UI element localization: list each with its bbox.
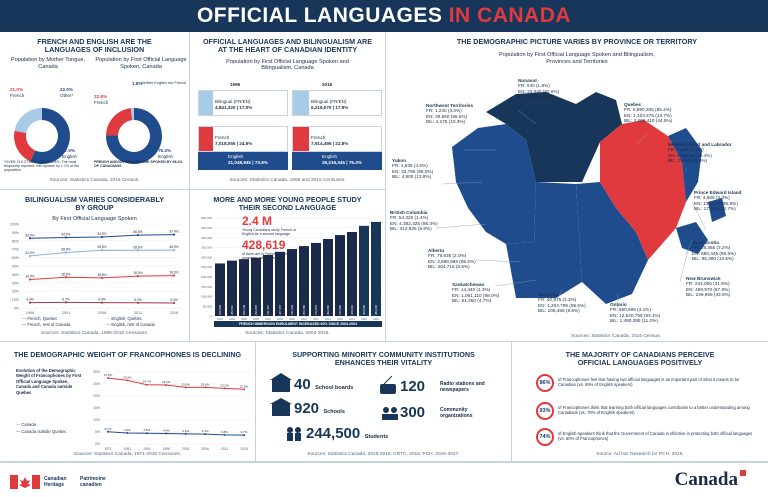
data-point xyxy=(101,277,103,279)
x-tick-label: 2016 xyxy=(169,311,179,315)
data-point xyxy=(173,302,175,304)
perception-text-1: of Francophones feel that having two official languages is an important part of what it means to be Canadian (vs. 65% of English speakers) xyxy=(558,377,740,387)
y-tick-label: 500,000 xyxy=(201,216,212,221)
left-pie-subtitle: Population by Mother Tongue, Canada xyxy=(10,57,86,70)
data-point xyxy=(243,388,245,390)
year-2016: 2016 xyxy=(322,82,333,87)
panel-subtitle: Population by First Official Language Spoken and Bilingualism, Provinces and Territories xyxy=(499,52,655,65)
community-icon xyxy=(382,407,398,420)
left-french-pct: 21.0% xyxy=(10,87,24,92)
y-tick-label: 10% xyxy=(93,418,100,423)
page-title xyxy=(0,0,768,32)
english-1996-box xyxy=(198,152,288,170)
radio-icon xyxy=(380,376,396,394)
data-point xyxy=(146,432,148,434)
panel-bilingualism-identity xyxy=(190,32,386,190)
data-label: 24.7% xyxy=(142,379,152,384)
data-point xyxy=(137,302,139,304)
stat-428619-label: of them are in French immersion programs outside Quebec xyxy=(242,252,294,261)
right-french-pct: 22.8% xyxy=(94,94,108,99)
panel-title: OFFICIAL LANGUAGES AND BILINGUALISM ARE AT THE HEART OF CANADIAN IDENTITY xyxy=(202,37,373,55)
x-tick-label: 2003 xyxy=(217,318,223,321)
bar-value-label: 460,000 xyxy=(362,304,366,315)
pct-circle-1: 86% xyxy=(536,374,554,392)
french-1996-label: French xyxy=(215,135,230,140)
y-tick-label: 70% xyxy=(11,247,19,252)
english-1996-label: English xyxy=(228,154,244,159)
bar-value-label: 372,879 xyxy=(314,304,318,315)
data-label: 26.5% xyxy=(123,375,132,380)
y-tick-label: 450,000 xyxy=(201,226,212,230)
x-tick-label: 2010 xyxy=(301,318,307,321)
title-part-2: IN CANADA xyxy=(448,4,572,27)
data-label: 4.2% xyxy=(182,428,190,433)
students-icon xyxy=(287,427,301,441)
prov-quebec: Quebec FR: 6,890,305 (85.4%) EN: 1,103,475 (13.7%) BIL: 3,586,410 (44.5%) xyxy=(624,102,673,124)
source: Source: Ad hoc Research for PCH, 2016. xyxy=(596,452,684,457)
french-1996-box xyxy=(198,126,288,152)
data-label: 68.8% xyxy=(97,245,107,250)
data-point xyxy=(126,379,128,381)
right-note: FRENCH AND/OR ENGLISH ARE SPOKEN BY 98.2% OF CANADIANS xyxy=(94,160,183,169)
data-point xyxy=(137,275,139,277)
perception-text-2: of Francophones think that learning both official languages contributes to a better understanding among Canadians (vs. 79% of English speakers) xyxy=(558,405,750,415)
y-tick-label: 100,000 xyxy=(201,294,212,299)
bar xyxy=(359,226,369,316)
prov-saskatchewan: Saskatchewan FR: 14,440 (1.3%) EN: 1,061,110 (98.0%) BIL: 51,360 (4.7%) xyxy=(452,282,500,304)
x-tick-label: 2011 xyxy=(220,447,229,451)
y-tick-label: 20% xyxy=(93,394,100,399)
school-icon xyxy=(270,398,292,416)
bilingual-1996-label: Bilingual (FR/EN) xyxy=(215,99,251,104)
data-label: 36.6% xyxy=(61,272,71,277)
data-point xyxy=(65,236,67,238)
pct-circle-3: 74% xyxy=(536,428,554,446)
y-tick-label: 250,000 xyxy=(201,265,212,270)
left-note: *OVER 215 OTHER LANGUAGES. The most frequently reported, with spoken by 1.1% of the population. xyxy=(4,160,80,173)
data-point xyxy=(65,276,67,278)
y-tick-label: 100% xyxy=(9,222,19,227)
data-point xyxy=(65,301,67,303)
data-label: 22.8% xyxy=(239,384,249,389)
panel-title: FRENCH AND ENGLISH ARE THE LANGUAGES OF INCLUSION xyxy=(37,37,152,55)
stat-radio-label: Radio stations and newspapers xyxy=(440,381,485,393)
data-label: 84.5% xyxy=(97,232,107,237)
prov-new-brunswick: New Brunswick FR: 234,055 (31.8%) EN: 499,970 (67.9%) BIL: 249,955 (33.9%) xyxy=(686,276,731,298)
data-point xyxy=(107,431,109,433)
right-neither-label: Neither English nor French xyxy=(141,81,187,85)
x-tick-label: 2001 xyxy=(61,311,71,315)
left-english-label: English xyxy=(62,154,78,159)
prov-nwt: Northwest Territories FR: 1,240 (3.0%) EN: 39,950 (96.5%) BIL: 4,275 (10.3%) xyxy=(426,103,474,125)
data-label: 87.4% xyxy=(169,229,179,234)
source: Sources: Statistics Canada, 1996 and 2016 Censuses. xyxy=(229,178,346,183)
x-tick-label: 2016 xyxy=(240,447,248,451)
immersion-banner: FRENCH IMMERSION ENROLMENT INCREASED 60% SINCE 2003-2004 xyxy=(214,321,382,327)
data-point xyxy=(29,255,31,257)
data-point xyxy=(204,386,206,388)
french-2016-box xyxy=(292,126,382,152)
y-tick-label: 0 xyxy=(210,314,212,319)
data-label: 3.8% xyxy=(221,429,228,434)
stat-2-4m: 2.4 M xyxy=(242,214,273,228)
left-other-label: Other* xyxy=(60,93,74,98)
data-label: 23.2% xyxy=(220,383,229,388)
stat-community: 300 xyxy=(400,404,426,421)
x-tick-label: 2006 xyxy=(201,447,209,451)
data-point xyxy=(107,377,109,379)
legend-en-qc: — English, Quebec xyxy=(106,316,143,321)
data-point xyxy=(173,233,175,235)
bilingualism-line-chart xyxy=(0,215,190,328)
y-tick-label: 30% xyxy=(11,281,19,286)
legend-en-roc: — English, rest of Canada xyxy=(106,322,155,327)
data-point xyxy=(65,251,67,253)
bilingual-1996-value: 4,841,320 | 17.0% xyxy=(215,105,253,110)
x-tick-label: 2001 xyxy=(181,447,190,451)
panel-languages-inclusion xyxy=(0,32,190,190)
bar-value-label: 412,950 xyxy=(338,304,342,315)
y-tick-label: 0% xyxy=(95,442,100,447)
left-other-pct: 22.0% xyxy=(60,87,74,92)
x-tick-label: 2007 xyxy=(265,318,271,321)
x-tick-label: 2013 xyxy=(337,318,343,321)
map-shape-west xyxy=(452,124,536,244)
panel-subtitle: Population by First Official Language Spoken and Bilingualism, Canada xyxy=(226,58,349,72)
pie-slice-french xyxy=(106,108,132,135)
y-tick-label: 400,000 xyxy=(201,235,212,240)
x-tick-label: 1996 xyxy=(162,447,171,451)
stat-school-boards: 40 School boards xyxy=(294,376,354,393)
legend-fr-qc: — French, Quebec xyxy=(22,316,58,321)
canada-flag-icon xyxy=(10,475,40,489)
x-tick-label: 2008 xyxy=(277,318,283,321)
data-point xyxy=(101,236,103,238)
data-point xyxy=(243,434,245,436)
bilingual-2016-label: Bilingual (FR/EN) xyxy=(311,99,347,104)
y-tick-label: 200,000 xyxy=(201,275,212,279)
y-tick-label: 25% xyxy=(93,382,100,387)
x-tick-label: 1981 xyxy=(123,447,132,451)
english-2016-value: 26,216,345 | 75.4% xyxy=(322,160,362,165)
x-tick-label: 2004 xyxy=(229,318,235,321)
data-point xyxy=(224,434,226,436)
legend-canada: — Canada xyxy=(16,422,37,427)
x-tick-label: 2011 xyxy=(313,318,319,321)
bar xyxy=(347,232,357,316)
legend-outside-quebec: — Canada outside Quebec xyxy=(16,429,67,434)
x-tick-label: 2005 xyxy=(241,318,247,321)
panel-bilingualism-group xyxy=(0,190,190,342)
heritage-en: Canadian Heritage xyxy=(44,476,67,488)
data-label: 66.0% xyxy=(61,247,71,252)
data-point xyxy=(137,234,139,236)
bar-value-label: 282,510 xyxy=(230,304,234,315)
bilingual-1996-box xyxy=(198,90,288,116)
panel-title: MORE AND MORE YOUNG PEOPLE STUDY THEIR SECOND LANGUAGE xyxy=(213,195,362,213)
prov-alberta: Alberta FR: 79,835 (2.0%) EN: 3,888,985 (96.6%) BIL: 264,715 (6.6%) xyxy=(428,248,476,270)
source: Sources: Statistics Canada, 2016 Census. xyxy=(571,334,661,339)
y-tick-label: 60% xyxy=(11,256,19,261)
y-tick-label: 30% xyxy=(93,370,100,375)
bar-value-label: 428,619 xyxy=(350,304,354,315)
data-label: 68.6% xyxy=(133,245,143,250)
bar-value-label: 290,149 xyxy=(242,304,246,315)
panel-title: SUPPORTING MINORITY COMMUNITY INSTITUTIONS ENHANCES THEIR VITALITY xyxy=(292,350,475,368)
data-point xyxy=(165,432,167,434)
bar xyxy=(371,222,381,316)
y-tick-label: 0% xyxy=(13,306,19,311)
prov-bc: British Columbia FR: 54,325 (1.4%) EN: 4,382,325 (95.3%) BIL: 314,925 (6.8%) xyxy=(390,210,438,232)
panel-title: THE DEMOGRAPHIC PICTURE VARIES BY PROVINCE OR TERRITORY xyxy=(456,37,698,46)
panel-title: BILINGUALISM VARIES CONSIDERABLY BY GROUP xyxy=(25,195,164,213)
data-label: 86.8% xyxy=(133,230,143,235)
source: Sources: Statistics Canada, 2003-2016. xyxy=(245,331,330,336)
prov-yukon: Yukon FR: 1,635 (4.6%) EN: 33,785 (95.0%) BIL: 4,900 (13.8%) xyxy=(392,158,434,180)
chart-description: Evolution of the Demographic Weight of Francophones by First Official Language Spoken, Canada and Canada outside Quebec xyxy=(16,368,82,395)
data-point xyxy=(173,274,175,276)
data-label: 62.0% xyxy=(25,250,35,255)
x-tick-label: 2012 xyxy=(325,318,331,321)
data-label: 35.8% xyxy=(97,272,107,277)
data-point xyxy=(185,386,187,388)
data-point xyxy=(204,433,206,435)
x-tick-label: 1971 xyxy=(104,447,112,451)
data-label: 6.7% xyxy=(62,297,70,302)
panel-perception xyxy=(512,342,768,462)
page-header xyxy=(0,0,768,32)
y-tick-label: 350,000 xyxy=(201,245,212,250)
legend-fr-roc: — French, rest of Canada xyxy=(22,322,71,327)
pie-slice-other- xyxy=(14,108,42,133)
english-1996-value: 21,048,945 | 73.8% xyxy=(228,160,268,165)
french-2016-value: 7,914,495 | 22.8% xyxy=(311,141,349,146)
data-point xyxy=(29,302,31,304)
x-tick-label: 2016 xyxy=(373,318,379,321)
footer xyxy=(0,462,768,497)
x-tick-label: 1991 xyxy=(143,447,151,451)
prov-nova-scotia: Nova Scotia FR: 29,365 (3.2%) EN: 880,345 (96.5%) BIL: 95,380 (10.5%) xyxy=(692,240,736,262)
stat-radio: 120 xyxy=(400,378,426,395)
panel-institutions xyxy=(256,342,512,462)
canada-wordmark: Canada xyxy=(674,469,738,490)
x-tick-label: 2006 xyxy=(97,311,107,315)
data-label: 4.5% xyxy=(143,428,151,433)
panel-second-language xyxy=(190,190,386,342)
data-label: 5.1% xyxy=(104,426,112,431)
title-part-1: OFFICIAL LANGUAGES xyxy=(196,4,449,27)
x-tick-label: 2009 xyxy=(289,318,295,321)
right-pie-subtitle: Population by First Official Language Spoken, Canada xyxy=(95,57,187,70)
prov-nunavut: Nunavut FR: 630 (1.8%) EN: 33,040 (92.6%) BIL: 1,525 (4.3%) xyxy=(518,78,560,100)
y-tick-label: 40% xyxy=(11,272,19,277)
bar-value-label: 296,805 xyxy=(254,304,258,315)
bar xyxy=(323,239,333,316)
stat-schools: 920 Schools xyxy=(294,400,345,417)
data-label: 34.0% xyxy=(25,274,35,279)
x-tick-label: 2011 xyxy=(133,311,143,315)
y-tick-label: 90% xyxy=(11,230,19,235)
y-tick-label: 5% xyxy=(95,430,100,435)
data-label: 6.2% xyxy=(134,297,142,302)
panel-provinces-map xyxy=(386,32,768,342)
left-english-pct: 57.0% xyxy=(62,148,76,153)
y-tick-label: 50% xyxy=(11,264,19,269)
y-tick-label: 10% xyxy=(11,298,19,303)
data-label: 3.7% xyxy=(240,430,248,435)
y-tick-label: 15% xyxy=(93,406,100,411)
data-label: 6.4% xyxy=(98,297,106,302)
y-tick-label: 50,000 xyxy=(202,304,212,309)
bar-value-label: 327,467 xyxy=(278,304,282,315)
right-english-pct: 75.4% xyxy=(158,148,172,153)
bilingual-2016-value: 6,216,070 | 17.9% xyxy=(311,105,349,110)
french-1996-value: 7,018,055 | 24.6% xyxy=(215,141,253,146)
year-1996: 1996 xyxy=(230,82,241,87)
data-point xyxy=(101,249,103,251)
school-board-icon xyxy=(270,373,292,392)
panel-title: THE MAJORITY OF CANADIANS PERCEIVE OFFICIAL LANGUAGES POSITIVELY xyxy=(565,350,715,368)
data-point xyxy=(29,237,31,239)
source: Sources: Statistics Canada, 1971-2016 Censuses. xyxy=(73,452,182,457)
data-label: 4.1% xyxy=(201,429,209,434)
data-label: 83.0% xyxy=(25,233,35,238)
source: Sources: Statistics Canada, 2016 Census. xyxy=(49,178,140,183)
perception-text-3: of English-speakers think that the Government of Canada is effective in protecting both official languages (vs. 60% of Francophones) xyxy=(558,431,753,441)
bar xyxy=(335,235,345,316)
data-label: 6.4% xyxy=(26,297,34,302)
bar-value-label: 480,000 xyxy=(374,304,378,315)
bar-value-label: 341,694 xyxy=(290,304,294,315)
data-label: 38.6% xyxy=(169,270,179,275)
source: Sources: Statistics Canada, 2015-2016; CRTC, 2018; PCH, 2016-2017. xyxy=(307,452,460,457)
panel-subtitle: By First Official Language Spoken xyxy=(52,215,137,222)
francophone-weight-chart xyxy=(84,366,254,456)
data-point xyxy=(173,249,175,251)
x-tick-label: 2015 xyxy=(361,318,367,321)
english-2016-label: English xyxy=(322,154,338,159)
y-tick-label: 300,000 xyxy=(201,255,212,260)
prov-newfoundland: Newfoundland and Labrador FR: 2,425 (0.5%) EN: 512,525 (99.4%) BIL: 25,940 (5.0%) xyxy=(668,142,732,164)
stat-students: 244,500 Students xyxy=(306,425,389,442)
stat-428619: 428,619 xyxy=(242,238,286,252)
heritage-fr: Patrimoine canadien xyxy=(80,476,106,488)
stat-community-label: Community organizations xyxy=(440,407,473,419)
prov-pei: Prince Edward Island FR: 4,665 (3.3%) EN: 135,130 (95.8%) BIL: 17,840 (12.7%) xyxy=(694,190,742,212)
data-label: 23.6% xyxy=(181,382,190,387)
data-label: 4.4% xyxy=(162,428,170,433)
data-point xyxy=(185,433,187,435)
panel-title: THE DEMOGRAPHIC WEIGHT OF FRANCOPHONES IS DECLINING xyxy=(13,350,242,359)
data-point xyxy=(101,302,103,304)
data-label: 24.6% xyxy=(162,379,171,384)
right-french-label: French xyxy=(94,100,109,105)
data-point xyxy=(146,384,148,386)
right-neither-pct: 1.8% xyxy=(132,81,143,86)
right-english-label: English xyxy=(158,154,174,159)
y-tick-label: 150,000 xyxy=(201,284,212,289)
bar-value-label: 356,580 xyxy=(302,304,306,315)
data-point xyxy=(137,249,139,251)
data-label: 6.0% xyxy=(170,297,178,302)
pct-circle-2: 93% xyxy=(536,402,554,420)
data-point xyxy=(126,432,128,434)
pie-slice-french xyxy=(14,131,35,162)
data-label: 27.5% xyxy=(103,373,113,377)
prov-manitoba: Manitoba FR: 40,975 (3.2%) EN: 1,204,795 (95.5%) BIL: 108,455 (8.6%) xyxy=(538,292,586,314)
data-label: 4.6% xyxy=(124,427,131,432)
data-point xyxy=(224,387,226,389)
data-label: 38.0% xyxy=(133,271,143,276)
data-point xyxy=(29,278,31,280)
prov-ontario: Ontario FR: 550,595 (4.1%) EN: 12,640,795 (93.4%) BIL: 1,490,395 (11.2%) xyxy=(610,302,661,324)
data-label: 84.0% xyxy=(61,232,71,237)
bar-value-label: 392,830 xyxy=(326,304,330,315)
y-tick-label: 80% xyxy=(11,239,19,244)
bar-value-label: 268,259 xyxy=(218,304,222,315)
english-2016-box xyxy=(292,152,382,170)
stat-2-4m-label: Young Canadians study French or English as a second language xyxy=(242,228,297,237)
data-point xyxy=(165,384,167,386)
panel-demographic-weight xyxy=(0,342,256,462)
x-tick-label: 1996 xyxy=(25,311,35,315)
bar-value-label: 311,315 xyxy=(266,305,270,315)
data-label: 68.9% xyxy=(169,245,179,250)
x-tick-label: 2014 xyxy=(349,318,355,321)
y-tick-label: 20% xyxy=(11,289,19,294)
wordmark-flag-icon xyxy=(740,470,746,476)
bilingual-2016-box xyxy=(292,90,382,116)
x-tick-label: 2006 xyxy=(253,318,259,321)
left-french-label: French xyxy=(10,93,25,98)
french-2016-label: French xyxy=(311,135,326,140)
source: Sources: Statistics Canada, 1996-2016 Censuses. xyxy=(40,331,149,336)
data-label: 23.6% xyxy=(200,382,210,387)
